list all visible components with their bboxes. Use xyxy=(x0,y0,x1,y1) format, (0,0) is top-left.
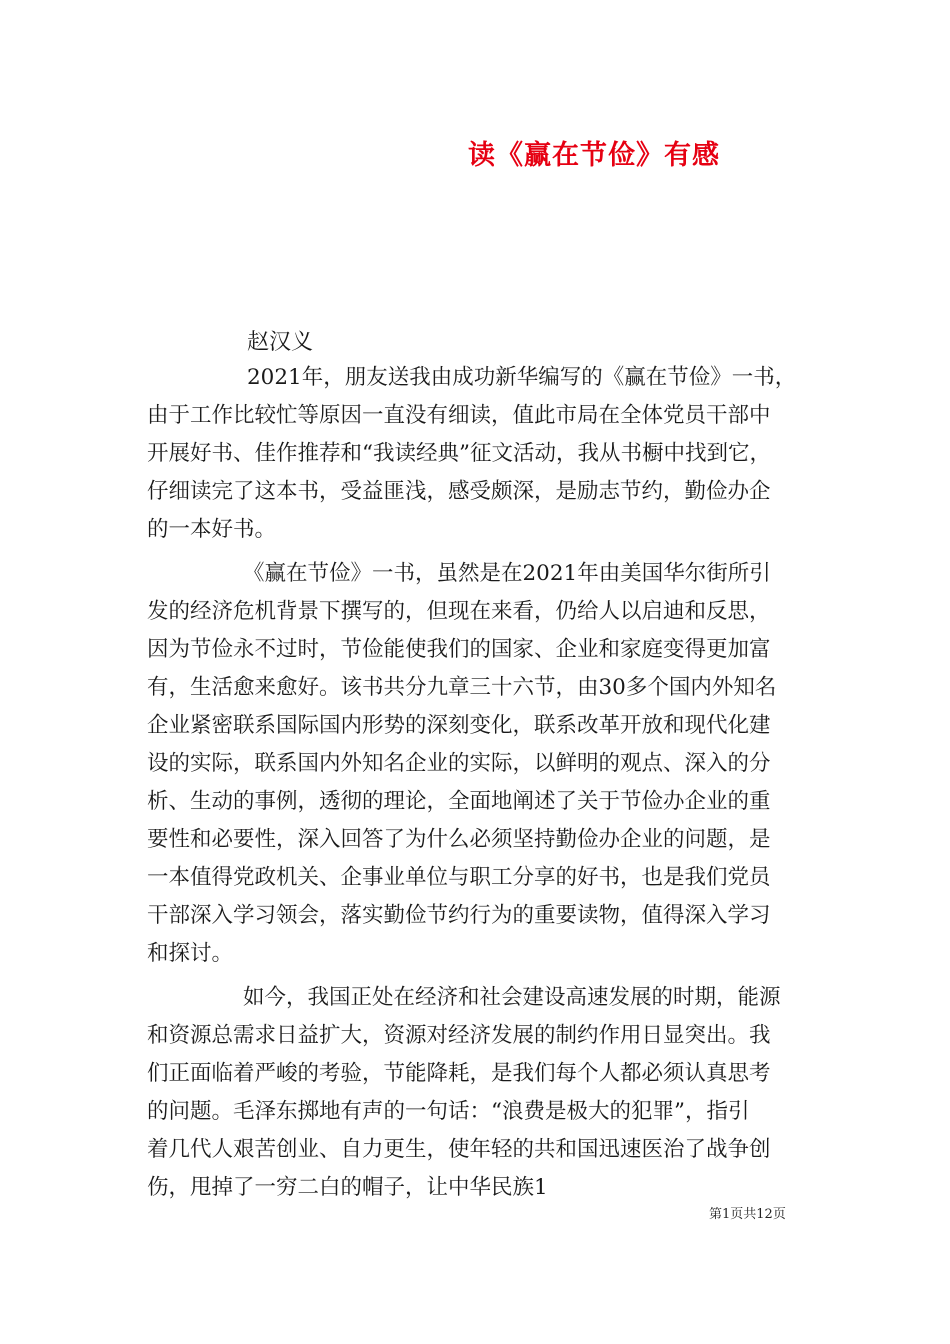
paragraph-line: 由于工作比较忙等原因一直没有细读，值此市局在全体党员干部中 xyxy=(147,403,771,428)
paragraph-line: 因为节俭永不过时，节俭能使我们的国家、企业和家庭变得更加富 xyxy=(147,637,771,662)
paragraph-line: 仔细读完了这本书，受益匪浅，感受颇深，是励志节约，勤俭办企 xyxy=(147,479,771,504)
author-name: 赵汉义 xyxy=(247,330,314,355)
paragraph-1 xyxy=(147,359,827,549)
paragraph-2 xyxy=(147,555,827,973)
page-number-footer: 第1页共12页 xyxy=(709,1207,786,1222)
paragraph-line: 和探讨。 xyxy=(147,941,234,966)
document-body xyxy=(147,359,827,1207)
paragraph-line: 有，生活愈来愈好。该书共分九章三十六节，由30多个国内外知名 xyxy=(147,675,777,700)
paragraph-line: 干部深入学习领会，落实勤俭节约行为的重要读物，值得深入学习 xyxy=(147,903,771,928)
paragraph-line: 和资源总需求日益扩大，资源对经济发展的制约作用日显突出。我 xyxy=(147,1023,771,1048)
paragraph-line: 2021年，朋友送我由成功新华编写的《赢在节俭》一书， xyxy=(247,365,797,390)
paragraph-line: 着几代人艰苦创业、自力更生，使年轻的共和国迅速医治了战争创 xyxy=(147,1137,771,1162)
paragraph-line: 们正面临着严峻的考验，节能降耗，是我们每个人都必须认真思考 xyxy=(147,1061,771,1086)
paragraph-3 xyxy=(147,979,827,1207)
paragraph-line: 如今，我国正处在经济和社会建设高速发展的时期，能源 xyxy=(243,985,781,1010)
paragraph-line: 的问题。毛泽东掷地有声的一句话：“浪费是极大的犯罪”，指引 xyxy=(147,1099,750,1124)
paragraph-line: 要性和必要性，深入回答了为什么必须坚持勤俭办企业的问题，是 xyxy=(147,827,771,852)
paragraph-line: 发的经济危机背景下撰写的，但现在来看，仍给人以启迪和反思， xyxy=(147,599,771,624)
document-title: 读《赢在节俭》有感 xyxy=(468,140,720,171)
paragraph-line: 开展好书、佳作推荐和“我读经典”征文活动，我从书橱中找到它， xyxy=(147,441,771,466)
paragraph-line: 一本值得党政机关、企事业单位与职工分享的好书，也是我们党员 xyxy=(147,865,771,890)
paragraph-line: 伤，甩掉了一穷二白的帽子，让中华民族1 xyxy=(147,1175,548,1200)
paragraph-line: 《赢在节俭》一书，虽然是在2021年由美国华尔街所引 xyxy=(243,561,771,586)
paragraph-line: 析、生动的事例，透彻的理论，全面地阐述了关于节俭办企业的重 xyxy=(147,789,771,814)
paragraph-line: 的一本好书。 xyxy=(147,517,277,542)
paragraph-line: 设的实际，联系国内外知名企业的实际，以鲜明的观点、深入的分 xyxy=(147,751,771,776)
paragraph-line: 企业紧密联系国际国内形势的深刻变化，联系改革开放和现代化建 xyxy=(147,713,771,738)
